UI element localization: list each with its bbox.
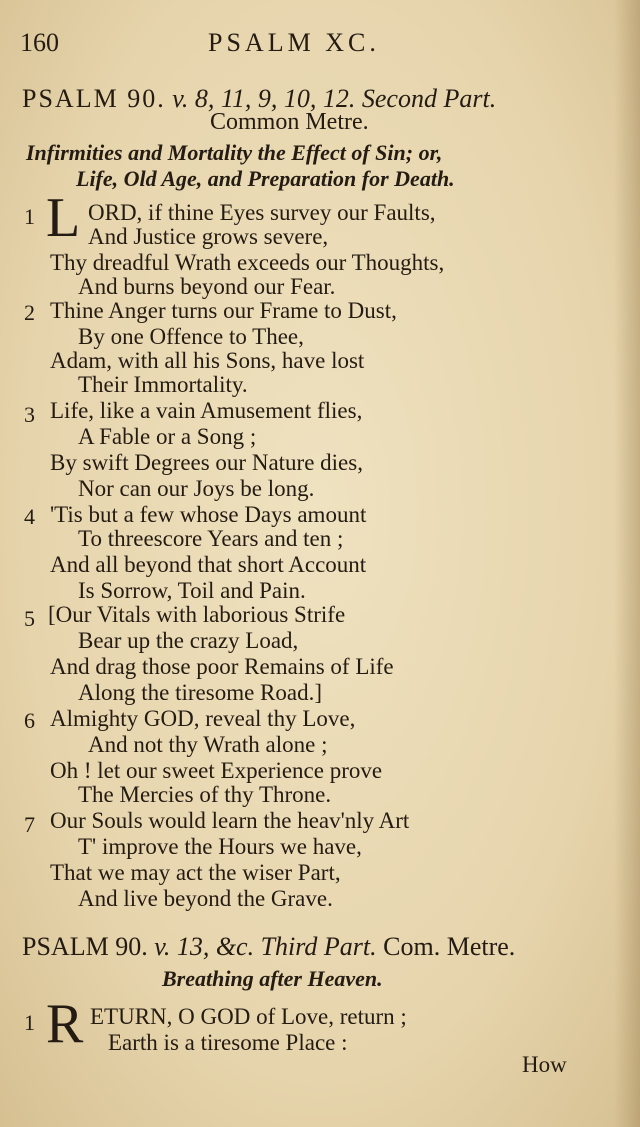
verse-line: And drag those poor Remains of Life: [50, 654, 394, 679]
running-head: PSALM XC.: [208, 28, 380, 57]
verse-line: A Fable or a Song ;: [78, 424, 257, 449]
stanza-number: 1: [24, 204, 35, 229]
hymn1-meter: Common Metre.: [210, 109, 369, 135]
drop-cap: R: [46, 993, 84, 1055]
verse-line: Their Immortality.: [78, 372, 248, 397]
verse-line: Almighty GOD, reveal thy Love,: [50, 706, 356, 731]
verse-line: To threescore Years and ten ;: [78, 526, 344, 551]
verse-line: Along the tiresome Road.]: [78, 680, 323, 705]
verse-line: And Justice grows severe,: [88, 224, 329, 249]
verse-line: Adam, with all his Sons, have lost: [50, 348, 365, 373]
verse-line: Oh ! let our sweet Experience prove: [50, 758, 383, 783]
hymn2-psalm: PSALM 90.: [22, 932, 148, 961]
verse-line: And not thy Wrath alone ;: [88, 732, 328, 757]
verse-line: Nor can our Joys be long.: [78, 476, 315, 501]
hymn2-verses: v. 13, &c.: [154, 932, 255, 961]
hymn2-meter: Com. Metre.: [383, 932, 516, 961]
hymn2-part: Third Part.: [260, 932, 377, 961]
verse-line: ETURN, O GOD of Love, return ;: [90, 1004, 407, 1029]
verse-line: By swift Degrees our Nature dies,: [50, 450, 363, 475]
stanza-number: 4: [24, 504, 35, 529]
page-number: 160: [20, 28, 59, 57]
verse-line: T' improve the Hours we have,: [78, 834, 362, 859]
verse-line: Our Souls would learn the heav'nly Art: [50, 808, 410, 833]
stanza-number: 2: [24, 300, 35, 325]
stanza-number: 7: [24, 812, 35, 837]
drop-cap: L: [46, 187, 81, 249]
hymn1-part: Second Part.: [361, 84, 497, 113]
verse-line: [88, 200, 436, 226]
verse-line: And burns beyond our Fear.: [78, 274, 336, 299]
stanza-number: 3: [24, 402, 35, 427]
stanza-number: 6: [24, 708, 35, 733]
verse-line: [Our Vitals with laborious Strife: [48, 602, 346, 627]
verse-line: The Mercies of thy Throne.: [78, 782, 332, 807]
catchword: How: [522, 1052, 567, 1077]
verse-line: And all beyond that short Account: [50, 552, 367, 577]
stanza-number: 1: [24, 1010, 35, 1035]
verse-line: Bear up the crazy Load,: [78, 628, 299, 653]
verse-line: Thine Anger turns our Frame to Dust,: [50, 298, 397, 323]
verse-line: By one Offence to Thee,: [78, 324, 304, 349]
hymn2-heading: [22, 932, 515, 962]
verse-line: Thy dreadful Wrath exceeds our Thoughts,: [50, 250, 445, 275]
verse-line: Is Sorrow, Toil and Pain.: [78, 578, 306, 603]
page-edge-shadow: [614, 0, 640, 1127]
verse-line: Earth is a tiresome Place :: [108, 1030, 348, 1055]
hymn1-verses: v. 8, 11, 9, 10, 12.: [172, 84, 356, 113]
verse-line: That we may act the wiser Part,: [50, 860, 341, 885]
verse-line: And live beyond the Grave.: [78, 886, 333, 911]
hymn1-psalm: PSALM 90.: [22, 84, 166, 113]
verse-line: 'Tis but a few whose Days amount: [50, 502, 367, 527]
verse-line: Life, like a vain Amusement flies,: [50, 398, 363, 423]
hymn2-subject: Breathing after Heaven.: [162, 966, 383, 991]
verse-line-text: ORD, if thine Eyes survey our Faults,: [88, 200, 436, 225]
hymn1-subject-line2: Life, Old Age, and Preparation for Death.: [76, 166, 455, 191]
stanza-number: 5: [24, 606, 35, 631]
hymn1-subject-line1: Infirmities and Mortality the Effect of Sin; or,: [26, 140, 443, 165]
